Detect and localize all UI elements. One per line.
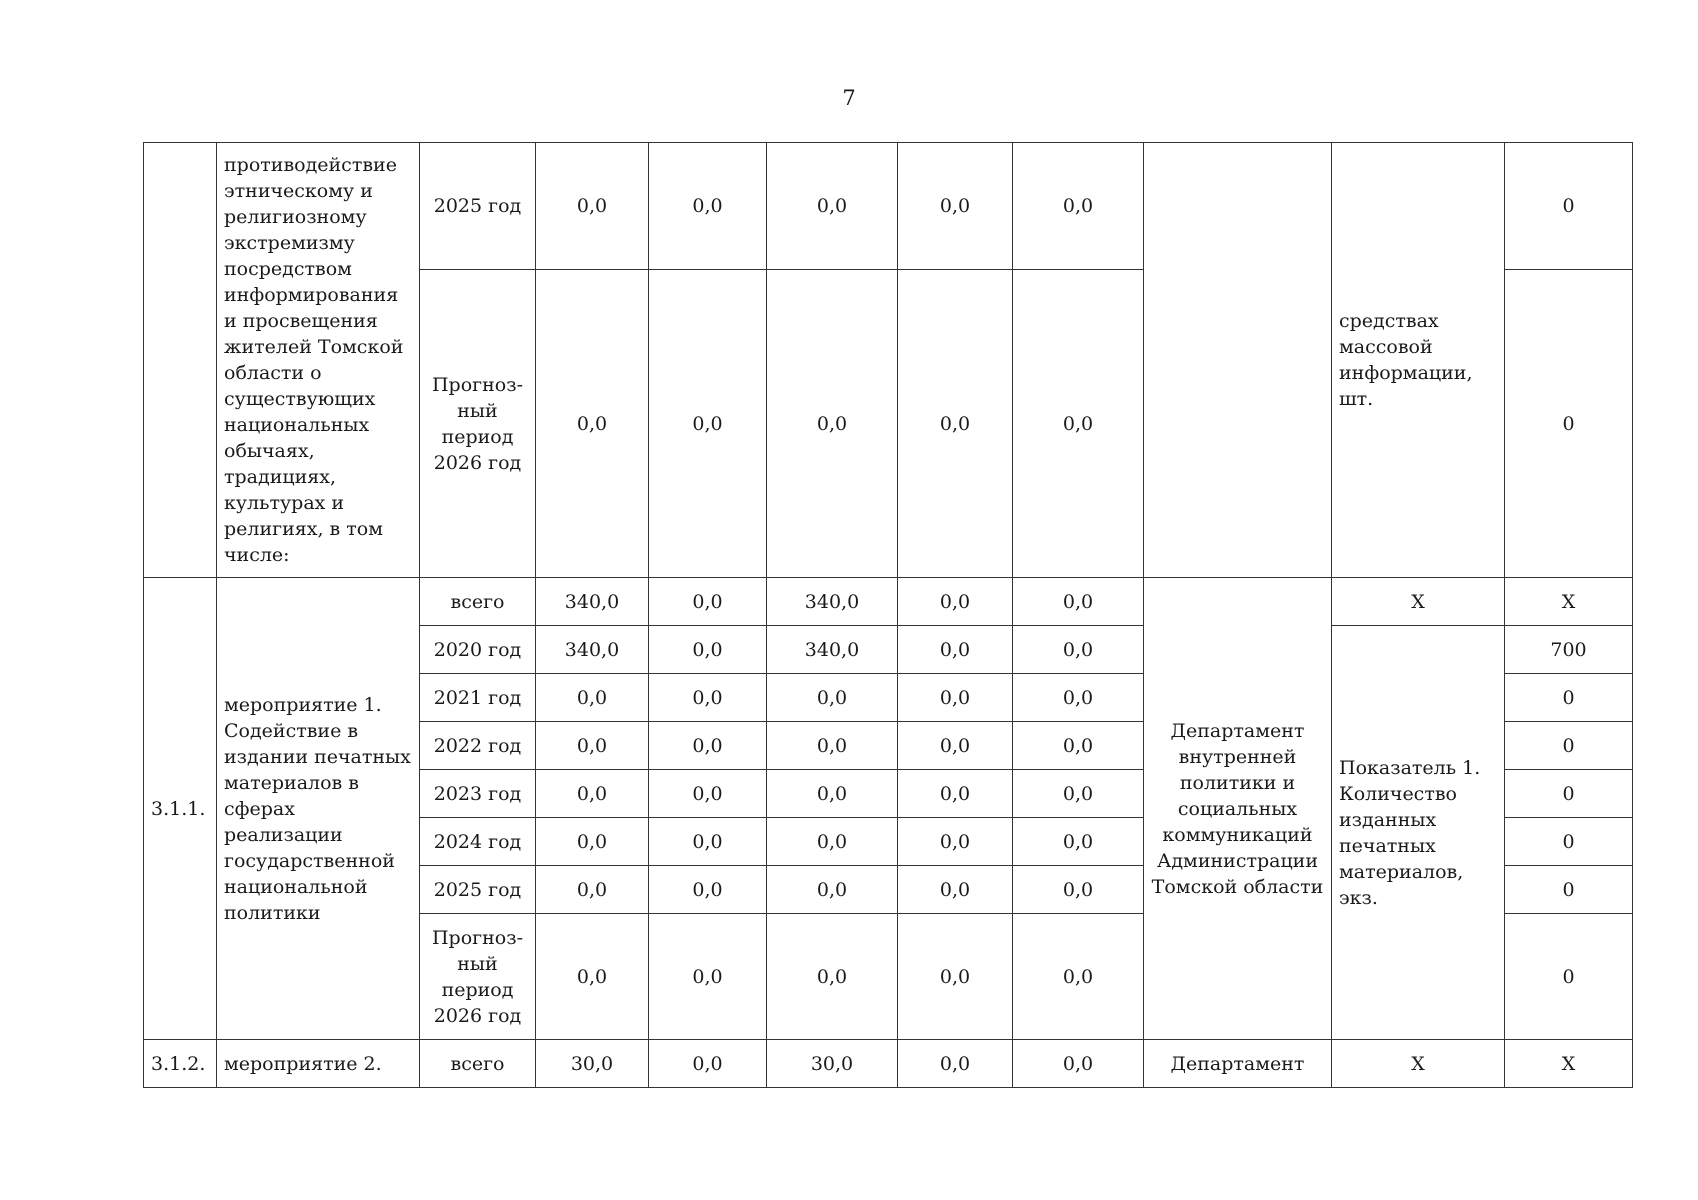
program-table: [143, 142, 1633, 1088]
executor-cell: Департамент: [1144, 1040, 1332, 1088]
indicator-cell: Х: [1332, 578, 1505, 626]
value-cell: 0,0: [898, 270, 1013, 578]
value-cell: 340,0: [536, 578, 649, 626]
value-cell: 340,0: [767, 626, 898, 674]
target-cell: 700: [1505, 626, 1633, 674]
target-cell: Х: [1505, 1040, 1633, 1088]
target-cell: 0: [1505, 722, 1633, 770]
value-cell: 0,0: [898, 770, 1013, 818]
target-cell: 0: [1505, 914, 1633, 1040]
value-cell: 0,0: [1013, 626, 1144, 674]
number-cell: 3.1.2.: [144, 1040, 217, 1088]
value-cell: 0,0: [898, 914, 1013, 1040]
value-cell: 0,0: [1013, 1040, 1144, 1088]
value-cell: 0,0: [536, 674, 649, 722]
value-cell: 0,0: [1013, 270, 1144, 578]
value-cell: 30,0: [536, 1040, 649, 1088]
period-cell: 2024 год: [420, 818, 536, 866]
value-cell: 0,0: [898, 674, 1013, 722]
period-cell: 2021 год: [420, 674, 536, 722]
page-number: 7: [842, 86, 856, 110]
value-cell: 0,0: [536, 818, 649, 866]
value-cell: 0,0: [898, 866, 1013, 914]
table-row: [144, 578, 1633, 626]
value-cell: 0,0: [767, 270, 898, 578]
value-cell: 0,0: [649, 626, 767, 674]
value-cell: 0,0: [1013, 914, 1144, 1040]
value-cell: 0,0: [1013, 578, 1144, 626]
target-cell: Х: [1505, 578, 1633, 626]
value-cell: 0,0: [649, 674, 767, 722]
period-cell: 2023 год: [420, 770, 536, 818]
value-cell: 0,0: [649, 818, 767, 866]
number-cell: 3.1.1.: [144, 578, 217, 1040]
period-cell: 2025 год: [420, 143, 536, 270]
value-cell: 0,0: [898, 143, 1013, 270]
value-cell: 0,0: [536, 866, 649, 914]
value-cell: 340,0: [767, 578, 898, 626]
value-cell: 0,0: [536, 914, 649, 1040]
value-cell: 0,0: [898, 626, 1013, 674]
period-cell: 2020 год: [420, 626, 536, 674]
value-cell: 0,0: [1013, 818, 1144, 866]
indicator-cell: Показатель 1. Количество изданных печатных материалов, экз.: [1332, 626, 1505, 1040]
value-cell: 30,0: [767, 1040, 898, 1088]
value-cell: 340,0: [536, 626, 649, 674]
indicator-cell: средствах массовой информации, шт.: [1332, 143, 1505, 578]
value-cell: 0,0: [1013, 866, 1144, 914]
value-cell: 0,0: [536, 143, 649, 270]
target-cell: 0: [1505, 818, 1633, 866]
value-cell: 0,0: [767, 914, 898, 1040]
value-cell: 0,0: [767, 722, 898, 770]
period-cell: 2022 год: [420, 722, 536, 770]
description-cell: противодействие этническому и религиозному экстремизму посредством информирования и просвещения жителей Томской области о существующих национальных обычаях, традициях, культурах и религиях, в том числе:: [217, 143, 420, 578]
value-cell: 0,0: [1013, 722, 1144, 770]
target-cell: 0: [1505, 674, 1633, 722]
value-cell: 0,0: [767, 866, 898, 914]
target-cell: 0: [1505, 866, 1633, 914]
target-cell: 0: [1505, 143, 1633, 270]
value-cell: 0,0: [898, 722, 1013, 770]
description-cell: мероприятие 1. Содействие в издании печатных материалов в сферах реализации государственной национальной политики: [217, 578, 420, 1040]
table-row: [144, 143, 1633, 270]
value-cell: 0,0: [649, 270, 767, 578]
value-cell: 0,0: [767, 770, 898, 818]
indicator-cell: Х: [1332, 1040, 1505, 1088]
period-cell: всего: [420, 1040, 536, 1088]
value-cell: 0,0: [1013, 143, 1144, 270]
executor-cell: [1144, 143, 1332, 578]
value-cell: 0,0: [536, 770, 649, 818]
value-cell: 0,0: [649, 914, 767, 1040]
value-cell: 0,0: [536, 722, 649, 770]
number-cell: [144, 143, 217, 578]
value-cell: 0,0: [649, 1040, 767, 1088]
table-row: [144, 1040, 1633, 1088]
value-cell: 0,0: [649, 866, 767, 914]
value-cell: 0,0: [767, 818, 898, 866]
value-cell: 0,0: [649, 770, 767, 818]
description-cell: мероприятие 2.: [217, 1040, 420, 1088]
value-cell: 0,0: [898, 818, 1013, 866]
value-cell: 0,0: [898, 1040, 1013, 1088]
value-cell: 0,0: [767, 143, 898, 270]
value-cell: 0,0: [898, 578, 1013, 626]
value-cell: 0,0: [649, 722, 767, 770]
period-cell: всего: [420, 578, 536, 626]
value-cell: 0,0: [767, 674, 898, 722]
period-cell: 2025 год: [420, 866, 536, 914]
value-cell: 0,0: [649, 143, 767, 270]
value-cell: 0,0: [1013, 770, 1144, 818]
value-cell: 0,0: [1013, 674, 1144, 722]
period-cell: Прогноз-ный период 2026 год: [420, 914, 536, 1040]
period-cell: Прогноз-ный период 2026 год: [420, 270, 536, 578]
value-cell: 0,0: [649, 578, 767, 626]
target-cell: 0: [1505, 270, 1633, 578]
value-cell: 0,0: [536, 270, 649, 578]
executor-cell: Департамент внутренней политики и социальных коммуникаций Администрации Томской области: [1144, 578, 1332, 1040]
target-cell: 0: [1505, 770, 1633, 818]
